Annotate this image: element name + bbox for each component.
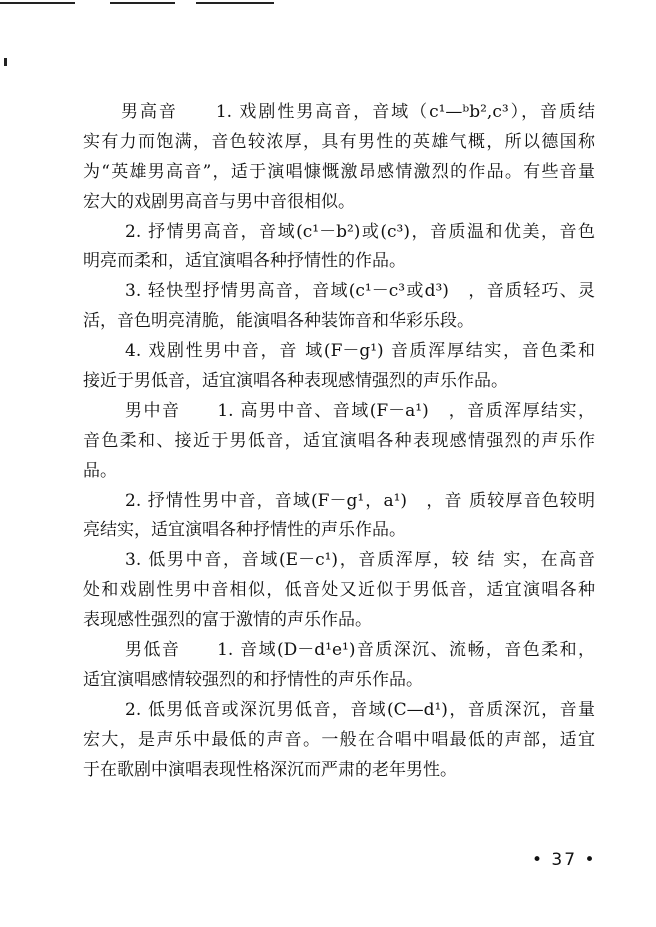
paragraph-tenor-1 <box>83 98 595 218</box>
scan-mark-top-1 <box>0 2 75 4</box>
text-line: 为“英雄男高音”，适于演唱慷慨激昂感情激烈的作品。有些音量 <box>83 161 595 182</box>
text-line: 明亮而柔和，适宜演唱各种抒情性的作品。 <box>83 251 406 272</box>
text-line: 亮结实，适宜演唱各种抒情性的声乐作品。 <box>83 520 406 541</box>
body-text <box>83 98 595 785</box>
text-line: 表现感性强烈的富于激情的声乐作品。 <box>83 610 372 631</box>
scan-mark-left <box>4 58 7 66</box>
text-line: 4. 戏剧性男中音，音 域(F－g¹) 音质浑厚结实，音色柔和 <box>125 341 595 362</box>
text-line: 2. 抒情性男中音，音域(F－g¹，a¹) ，音 质较厚音色较明 <box>125 490 595 511</box>
text-line: 于在歌剧中演唱表现性格深沉而严肃的老年男性。 <box>83 759 457 780</box>
paragraph-tenor-3 <box>83 277 595 337</box>
text-line: 活，音色明亮清脆，能演唱各种装饰音和华彩乐段。 <box>83 311 474 332</box>
paragraph-bass-2 <box>83 696 595 786</box>
text-line: 3. 低男中音，音域(E－c¹)，音质浑厚，较 结 实，在高音 <box>125 550 595 571</box>
text-line: 男低音 1. 音域(D－d¹e¹)音质深沉、流畅，音色柔和， <box>125 640 595 661</box>
paragraph-baritone-2 <box>83 487 595 547</box>
paragraph-bass-1 <box>83 636 595 696</box>
paragraph-tenor-4 <box>83 337 595 397</box>
text-line: 品。 <box>83 460 117 481</box>
text-line: 适宜演唱感情较强烈的和抒情性的声乐作品。 <box>83 669 423 690</box>
text-line: 男高音 1. 戏剧性男高音，音域（c¹—ᵇb²,c³），音质结 <box>121 102 595 122</box>
text-line: 音色柔和、接近于男低音，适宜演唱各种表现感情强烈的声乐作 <box>83 430 595 451</box>
text-line: 2. 抒情男高音，音域(c¹－b²)或(c³)，音质温和优美，音色 <box>125 221 595 242</box>
text-line: 宏大，是声乐中最低的声音。一般在合唱中唱最低的声部，适宜 <box>83 729 595 750</box>
text-line: 2. 低男低音或深沉男低音，音域(C—d¹)，音质深沉，音量 <box>125 699 595 720</box>
text-line: 实有力而饱满，音色较浓厚，具有男性的英雄气概，所以德国称 <box>83 131 595 152</box>
paragraph-tenor-2 <box>83 218 595 278</box>
text-line: 处和戏剧性男中音相似，低音处又近似于男低音，适宜演唱各种 <box>83 580 595 601</box>
text-line: 接近于男低音，适宜演唱各种表现感情强烈的声乐作品。 <box>83 371 508 392</box>
text-line: 宏大的戏剧男高音与男中音很相似。 <box>83 191 355 212</box>
paragraph-baritone-3 <box>83 546 595 636</box>
text-line: 3. 轻快型抒情男高音，音域(c¹－c³或d³) ，音质轻巧、灵 <box>125 281 595 302</box>
text-line: 男中音 1. 高男中音、音域(F－a¹) ，音质浑厚结实， <box>125 400 595 421</box>
paragraph-baritone-1 <box>83 397 595 487</box>
scan-mark-top-2 <box>110 2 175 4</box>
scan-mark-top-3 <box>196 2 274 4</box>
page-number: • 37 • <box>532 850 597 870</box>
